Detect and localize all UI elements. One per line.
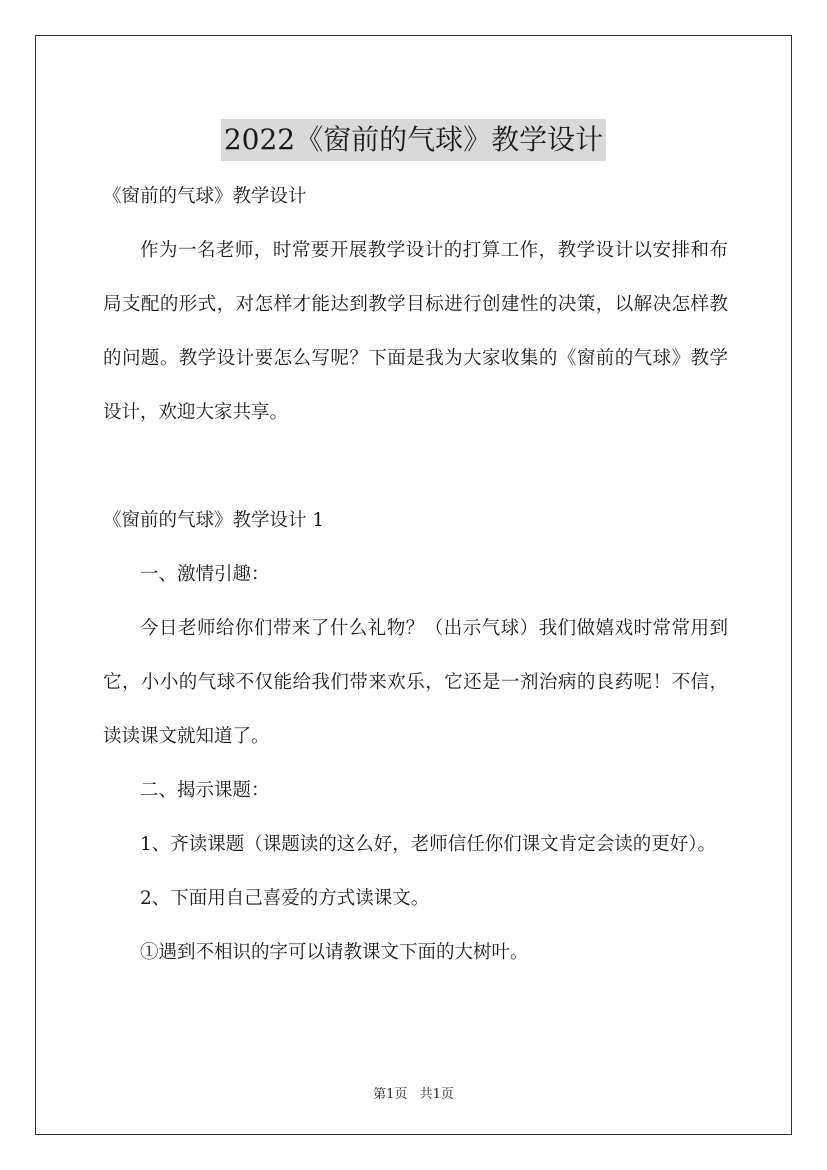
step2-heading: 二、揭示课题： [140,780,270,801]
step2-item3: ①遇到不相识的字可以请教课文下面的大树叶。 [140,942,529,963]
section-title: 《窗前的气球》教学设计 1 [103,510,325,531]
page-footer [0,1083,827,1102]
blank-line [103,440,728,494]
step2-item2: 2、下面用自己喜爱的方式读课文。 [140,888,430,909]
step2-item1: 1、齐读课题（课题读的这么好，老师信任你们课文肯定会读的更好）。 [140,834,717,855]
page-number: 第1页 [373,1087,408,1102]
document-body [103,170,728,980]
page-total: 共1页 [419,1087,454,1102]
intro-paragraph: 作为一名老师，时常要开展教学设计的打算工作，教学设计以安排和布局支配的形式，对怎样才能达到教学目标进行创建性的决策，以解决怎样教的问题。教学设计要怎么写呢？下面是我为大家收集的《窗前的气球》教学设计，欢迎大家共享。 [103,240,728,423]
subtitle: 《窗前的气球》教学设计 [103,186,307,207]
step1-heading: 一、激情引趣： [140,564,270,585]
title-wrap [0,100,827,180]
step1-paragraph: 今日老师给你们带来了什么礼物？（出示气球）我们做嬉戏时常常用到它，小小的气球不仅能给我们带来欢乐，它还是一剂治病的良药呢！不信，读读课文就知道了。 [103,618,728,747]
document-title: 2022《窗前的气球》教学设计 [221,119,606,161]
